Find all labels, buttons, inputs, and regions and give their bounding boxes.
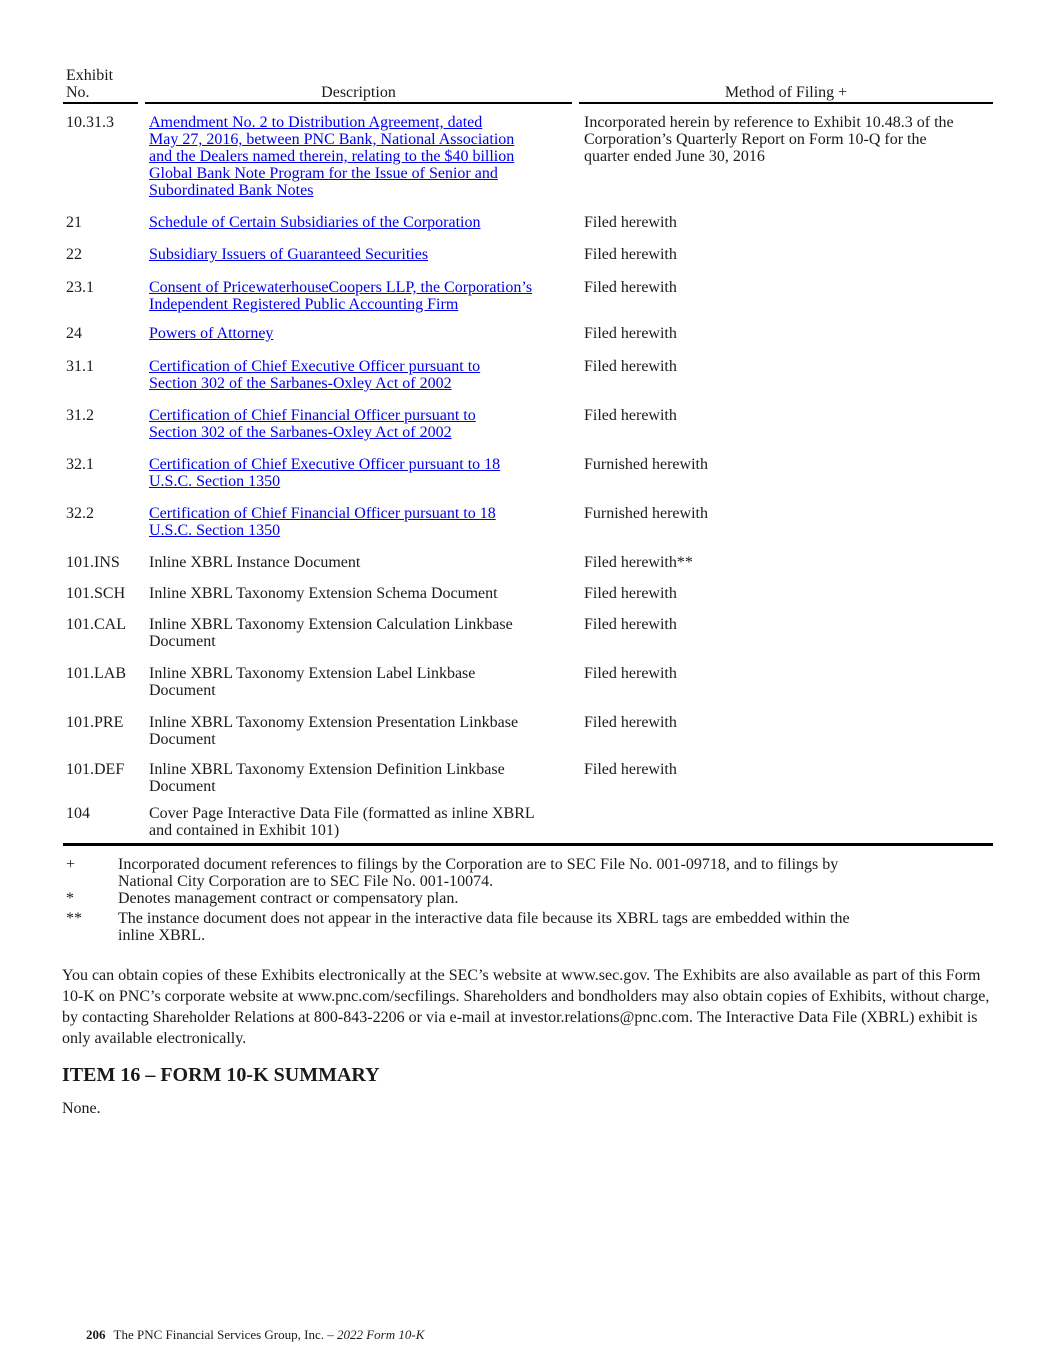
exhibit-description-link[interactable]: Certification of Chief Financial Officer pursuant to Section 302 of the Sarbanes-Oxley Act of 2002 (149, 407, 476, 441)
exhibit-description: Inline XBRL Taxonomy Extension Calculation Linkbase Document (149, 616, 513, 650)
method-of-filing: Incorporated herein by reference to Exhibit 10.48.3 of the Corporation’s Quarterly Report on Form 10-Q for the quarter ended June 30, 2016 (584, 114, 954, 165)
exhibit-description: Inline XBRL Taxonomy Extension Schema Document (149, 585, 498, 602)
header-method-of-filing: Method of Filing + (724, 84, 848, 101)
header-rule (579, 102, 993, 104)
method-of-filing: Filed herewith (584, 325, 677, 342)
header-rule (145, 102, 572, 104)
exhibit-number: 24 (66, 325, 82, 342)
exhibit-number: 101.INS (66, 554, 120, 571)
exhibit-description-link[interactable]: Subsidiary Issuers of Guaranteed Securities (149, 246, 429, 263)
exhibit-number: 22 (66, 246, 82, 263)
exhibit-number: 31.1 (66, 358, 94, 375)
footnote-symbol: + (66, 856, 76, 873)
table-bottom-rule (63, 843, 993, 846)
method-of-filing: Furnished herewith (584, 505, 708, 522)
method-of-filing: Filed herewith (584, 585, 677, 602)
exhibit-number: 101.SCH (66, 585, 126, 602)
method-of-filing: Filed herewith (584, 616, 677, 633)
exhibit-description-link[interactable]: Certification of Chief Executive Officer pursuant to Section 302 of the Sarbanes-Oxley Act of 2002 (149, 358, 481, 392)
page-footer (86, 1327, 424, 1343)
exhibit-number: 10.31.3 (66, 114, 114, 131)
exhibit-description-link[interactable]: Certification of Chief Financial Officer pursuant to 18 U.S.C. Section 1350 (149, 505, 496, 539)
exhibit-description-link[interactable]: Powers of Attorney (149, 325, 274, 342)
exhibit-number: 23.1 (66, 279, 94, 296)
exhibit-description: Inline XBRL Instance Document (149, 554, 361, 571)
method-of-filing: Filed herewith** (584, 554, 693, 571)
exhibit-description: Inline XBRL Taxonomy Extension Definition Linkbase Document (149, 761, 505, 795)
exhibit-description-link[interactable]: Amendment No. 2 to Distribution Agreement, dated May 27, 2016, between PNC Bank, National Association and the Dealers named therein, relating to the $40 billion Global Bank Note Program for the Issue of Senior and Subordinated Bank Notes (149, 114, 515, 199)
exhibit-description: Inline XBRL Taxonomy Extension Presentation Linkbase Document (149, 714, 519, 748)
footnote-text: The instance document does not appear in the interactive data file because its XBRL tags are embedded within the inline XBRL. (118, 910, 850, 944)
exhibit-description-link[interactable]: Consent of PricewaterhouseCoopers LLP, the Corporation’s Independent Registered Public Accounting Firm (149, 279, 533, 313)
page-number: 206 (86, 1327, 106, 1342)
header-description: Description (321, 84, 396, 101)
exhibit-number: 21 (66, 214, 82, 231)
method-of-filing: Filed herewith (584, 761, 677, 778)
footnote-text: Incorporated document references to filings by the Corporation are to SEC File No. 001-09718, and to filings by National City Corporation are to SEC File No. 001-10074. (118, 856, 839, 890)
exhibit-number: 101.CAL (66, 616, 126, 633)
exhibit-number: 32.2 (66, 505, 94, 522)
exhibit-number: 101.LAB (66, 665, 126, 682)
section-body: None. (62, 1100, 101, 1117)
method-of-filing: Filed herewith (584, 407, 677, 424)
footer-form: 2022 Form 10-K (336, 1327, 425, 1342)
method-of-filing: Filed herewith (584, 358, 677, 375)
exhibit-description: Inline XBRL Taxonomy Extension Label Linkbase Document (149, 665, 476, 699)
method-of-filing: Filed herewith (584, 279, 677, 296)
method-of-filing: Filed herewith (584, 214, 677, 231)
method-of-filing: Filed herewith (584, 665, 677, 682)
method-of-filing: Furnished herewith (584, 456, 708, 473)
section-heading: ITEM 16 – FORM 10-K SUMMARY (62, 1064, 380, 1086)
exhibit-number: 31.2 (66, 407, 94, 424)
exhibits-availability-paragraph: You can obtain copies of these Exhibits electronically at the SEC’s website at www.sec.gov. The Exhibits are also available as part of this Form 10-K on PNC’s corporate website at www.pnc.com/secfilings. Shareholders and bondholders may also obtain copies of Exhibits, without charge, by contacting Shareholder Relations at 800-843-2206 or via e-mail at investor.relations@pnc.com. The Interactive Data File (XBRL) exhibit is only available electronically. (62, 967, 990, 1047)
method-of-filing: Filed herewith (584, 714, 677, 731)
footnote-symbol: ** (66, 910, 82, 927)
exhibit-description: Cover Page Interactive Data File (formatted as inline XBRL and contained in Exhibit 101) (149, 805, 535, 839)
exhibit-number: 101.PRE (66, 714, 124, 731)
exhibit-description-link[interactable]: Certification of Chief Executive Officer pursuant to 18 U.S.C. Section 1350 (149, 456, 501, 490)
footnote-text: Denotes management contract or compensatory plan. (118, 890, 459, 907)
exhibit-description-link[interactable]: Schedule of Certain Subsidiaries of the Corporation (149, 214, 481, 231)
exhibit-number: 104 (66, 805, 90, 822)
exhibit-number: 101.DEF (66, 761, 125, 778)
method-of-filing: Filed herewith (584, 246, 677, 263)
header-rule (63, 102, 138, 104)
exhibit-number: 32.1 (66, 456, 94, 473)
footer-company: The PNC Financial Services Group, Inc. – (113, 1327, 334, 1342)
header-exhibit-no: Exhibit No. (66, 67, 114, 101)
footnote-symbol: * (66, 890, 74, 907)
